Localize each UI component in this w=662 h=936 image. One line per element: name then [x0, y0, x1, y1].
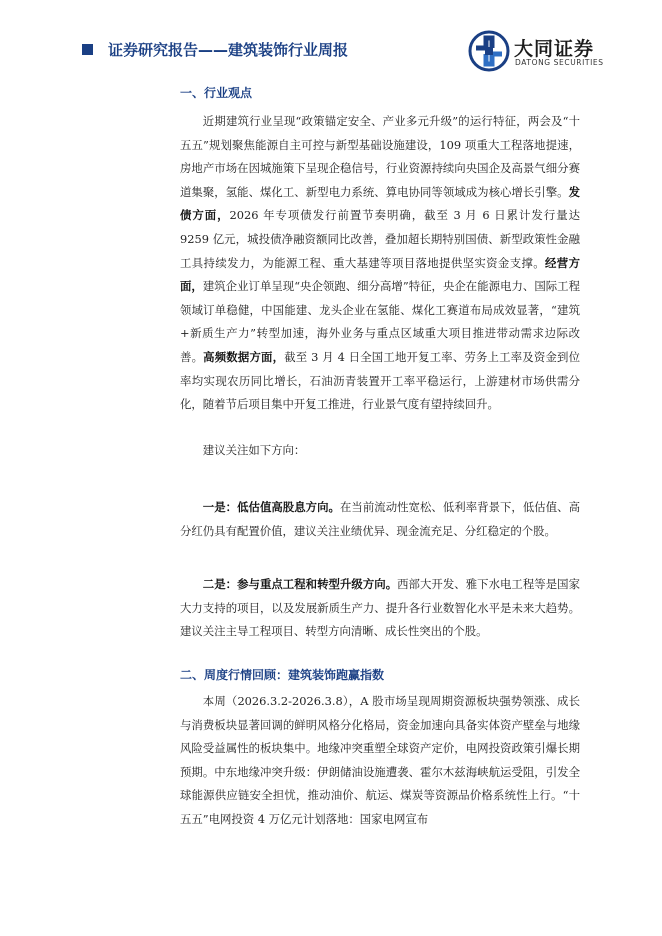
company-logo	[468, 30, 618, 76]
logo-chinese-name: 大同证券	[514, 38, 595, 60]
direction-two-paragraph: 二是：参与重点工程和转型升级方向。西部大开发、雅下水电工程等是国家大力支持的项目，以及发展新质生产力、提升各行业数智化水平是未来大趋势。建议关注主导工程项目、转型方向清晰、成长性突出的个股。	[180, 577, 580, 639]
header-square-icon	[82, 44, 93, 55]
suggestion-intro: 建议关注如下方向：	[202, 443, 306, 457]
weekly-review-paragraph: 本周（2026.3.2-2026.3.8），A 股市场呈现周期资源板块强势领涨、成长与消费板块显著回调的鲜明风格分化格局，资金加速向具备实体资产壁垒与地缘风险受益属性的板块集中。地缘冲突重塑全球资产定价，电网投资政策引爆长期预期。中东地缘冲突升级：伊朗储油设施遭袭、霍尔木兹海峡航运受阻，引发全球能源供应链安全担忧，推动油价、航运、煤炭等资源品价格系统性上行。“十五五”电网投资 4 万亿元计划落地：国家电网宣布	[180, 694, 580, 826]
section-heading-weekly-review: 二、周度行情回顾：建筑装饰跑赢指数	[180, 668, 385, 682]
logo-english-name: DATONG SECURITIES	[515, 58, 604, 67]
industry-view-paragraph: 近期建筑行业呈现“政策锚定安全、产业多元升级”的运行特征，两会及“十五五”规划聚焦能源自主可控与新型基础设施建设，109 项重大工程落地提速，房地产市场在因城施策下呈现企稳信号，行业资源持续向央国企及高景气细分赛道集聚，氢能、煤化工、新型电力系统、算电协同等领域成为核心增长引擎。发债方面，2026 年专项债发行前置节奏明确，截至 3 月 6 日累计发行量达 9259 亿元，城投债净融资额同比改善，叠加超长期特别国债、新型政策性金融工具持续发力，为能源工程、重大基建等项目落地提供坚实资金支撑。经营方面，建筑企业订单呈现“央企领跑、细分高增”特征，央企在能源电力、国际工程领域订单稳健，中国能建、龙头企业在氢能、煤化工赛道布局成效显著，“建筑+新质生产力”转型加速，海外业务与重点区域重大项目推进带动需求边际改善。高频数据方面，截至 3 月 4 日全国工地开复工率、劳务上工率及资金到位率均实现农历同比增长，石油沥青装置开工率平稳运行，上游建材市场供需分化，随着节后项目集中开复工推进，行业景气度有望持续回升。	[180, 114, 580, 412]
logo-mark-icon	[468, 30, 510, 72]
report-header-title: 证券研究报告——建筑装饰行业周报	[108, 41, 349, 59]
direction-one-paragraph: 一是：低估值高股息方向。在当前流动性宽松、低利率背景下，低估值、高分红仍具有配置价值，建议关注业绩优异、现金流充足、分红稳定的个股。	[180, 500, 580, 538]
section-heading-industry-view: 一、行业观点	[180, 86, 253, 100]
